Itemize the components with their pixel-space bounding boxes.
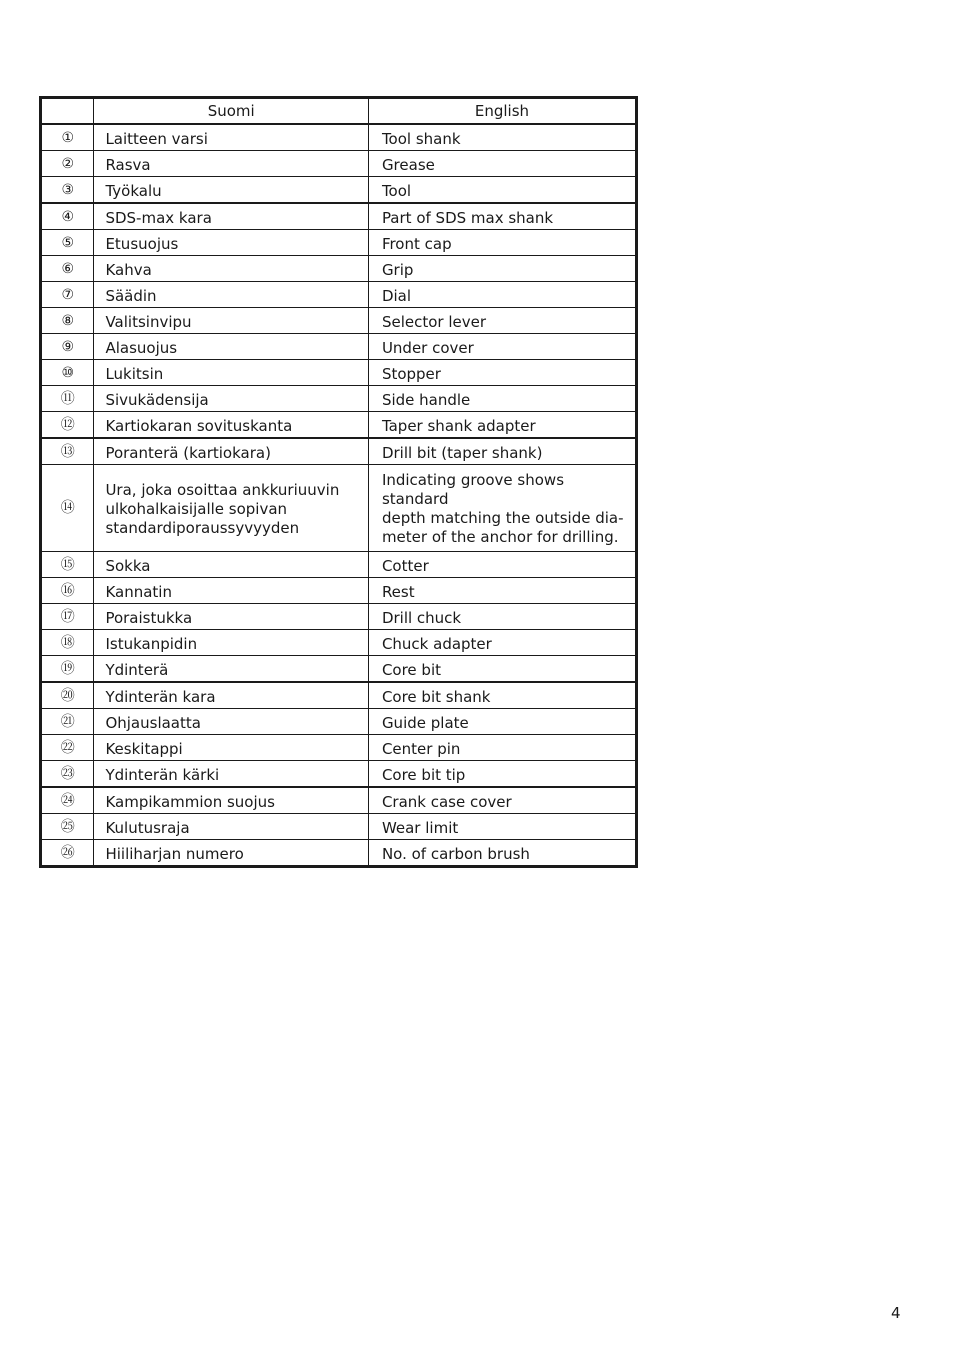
part-number: ㉖ [41,840,94,867]
part-name-english-text: Taper shank adapter [381,416,536,435]
table-row [41,151,637,177]
part-number: ㉓ [41,761,94,788]
part-name-english-text: Wear limit [381,818,459,837]
part-name-english-text: Tool shank [381,129,461,148]
part-name-english [368,630,636,656]
part-name-finnish-text: Kannatin [105,582,172,601]
part-name-english [368,124,636,151]
part-name-english [368,787,636,814]
part-name-finnish [94,840,368,867]
part-number: ⑥ [41,256,94,282]
part-name-english-text: Chuck adapter [381,634,492,653]
part-name-finnish [94,124,368,151]
part-name-english [368,151,636,177]
part-number: ② [41,151,94,177]
part-name-finnish-text: Ydinterän kara [105,687,216,706]
table-row [41,230,637,256]
part-name-english [368,308,636,334]
part-name-finnish-text: Valitsinvipu [105,312,192,331]
part-name-finnish-text: Alasuojus [105,338,178,357]
part-name-english-text: Core bit shank [381,687,491,706]
table-row [41,360,637,386]
table-row [41,438,637,465]
header-english: English [368,98,636,125]
part-name-finnish [94,552,368,578]
part-number: ㉒ [41,735,94,761]
part-name-finnish [94,604,368,630]
part-name-english-text: Grip [381,260,414,279]
part-name-english [368,682,636,709]
table-row [41,840,637,867]
part-name-finnish [94,630,368,656]
part-name-finnish [94,386,368,412]
part-name-finnish-text: Kulutusraja [105,818,190,837]
table-row [41,578,637,604]
part-number: ㉑ [41,709,94,735]
part-name-english-text: Side handle [381,390,471,409]
table-row [41,124,637,151]
part-name-english [368,203,636,230]
part-number: ⑤ [41,230,94,256]
part-name-english [368,761,636,788]
part-number: ⑬ [41,438,94,465]
part-name-english-text: Selector lever [381,312,486,331]
part-name-finnish [94,465,368,552]
part-name-english-text: Drill chuck [381,608,462,627]
table-row [41,465,637,552]
part-name-finnish [94,735,368,761]
part-name-finnish-text: Ydinterä [105,660,169,679]
part-name-finnish [94,360,368,386]
part-number: ⑩ [41,360,94,386]
header-number [41,98,94,125]
part-name-english [368,177,636,204]
part-name-english-text: Under cover [381,338,474,357]
part-name-finnish-text: Laitteen varsi [105,129,208,148]
part-number: ⑫ [41,412,94,439]
part-name-finnish-text: Istukanpidin [105,634,198,653]
part-name-finnish-text: Työkalu [105,181,162,200]
part-name-finnish [94,682,368,709]
part-name-finnish [94,282,368,308]
table-row [41,735,637,761]
part-number: ⑱ [41,630,94,656]
part-number: ⑮ [41,552,94,578]
part-number: ⑭ [41,465,94,552]
part-name-finnish [94,177,368,204]
part-name-english [368,386,636,412]
part-name-english [368,735,636,761]
part-number: ⑳ [41,682,94,709]
part-name-english-text: Crank case cover [381,792,512,811]
table-row [41,814,637,840]
table-row [41,308,637,334]
part-number: ⑨ [41,334,94,360]
part-name-finnish-text: Säädin [105,286,157,305]
table-row [41,761,637,788]
part-name-english-text: Rest [381,582,415,601]
table-row [41,787,637,814]
part-name-finnish [94,578,368,604]
part-name-english-text: Drill bit (taper shank) [381,443,543,462]
parts-table [39,96,638,868]
part-name-english [368,656,636,683]
part-name-english-text: Cotter [381,556,429,575]
part-name-finnish-text: Poraistukka [105,608,193,627]
part-name-english [368,412,636,439]
part-name-english [368,334,636,360]
part-name-finnish [94,814,368,840]
part-name-finnish [94,656,368,683]
table-row [41,386,637,412]
part-number: ⑧ [41,308,94,334]
part-name-finnish [94,230,368,256]
table-row [41,682,637,709]
table-row [41,177,637,204]
part-number: ㉕ [41,814,94,840]
part-name-finnish [94,334,368,360]
part-name-finnish [94,308,368,334]
part-name-finnish-text: Ura, joka osoittaa ankkuriuuvin ulkohalkaisijalle sopivan standardiporaussyvyyden [105,480,340,537]
part-name-finnish-text: Etusuojus [105,234,179,253]
part-name-finnish [94,203,368,230]
part-name-english-text: Part of SDS max shank [381,208,554,227]
page-number: 4 [891,1304,901,1322]
part-name-finnish [94,256,368,282]
part-name-english-text: No. of carbon brush [381,844,530,863]
part-name-english [368,438,636,465]
part-name-finnish [94,438,368,465]
part-name-english-text: Indicating groove shows standard depth matching the outside dia- meter of the anchor for drilling. [381,471,624,546]
part-number: ⑪ [41,386,94,412]
part-name-finnish-text: Hiiliharjan numero [105,844,244,863]
part-name-english [368,256,636,282]
part-name-finnish-text: Kampikammion suojus [105,792,275,811]
part-name-english-text: Core bit tip [381,765,466,784]
table-row [41,709,637,735]
part-name-finnish-text: Sivukädensija [105,390,209,409]
part-number: ⑦ [41,282,94,308]
part-name-english [368,360,636,386]
table-row [41,282,637,308]
table-row [41,334,637,360]
part-name-english [368,465,636,552]
part-name-english-text: Guide plate [381,713,469,732]
part-name-finnish-text: Ydinterän kärki [105,765,220,784]
part-name-finnish-text: Keskitappi [105,739,183,758]
part-name-finnish [94,787,368,814]
part-name-english [368,552,636,578]
part-name-finnish-text: Sokka [105,556,151,575]
part-name-english-text: Stopper [381,364,441,383]
table-body [41,124,637,867]
part-name-english [368,814,636,840]
part-number: ⑯ [41,578,94,604]
part-name-finnish-text: Kahva [105,260,152,279]
part-name-finnish [94,761,368,788]
part-name-english [368,709,636,735]
header-finnish: Suomi [94,98,368,125]
part-name-english [368,604,636,630]
part-number: ④ [41,203,94,230]
part-name-finnish-text: Poranterä (kartiokara) [105,443,271,462]
part-name-finnish-text: Lukitsin [105,364,164,383]
part-name-english [368,840,636,867]
part-name-english [368,230,636,256]
table-row [41,203,637,230]
part-name-english [368,282,636,308]
part-name-finnish [94,709,368,735]
part-number: ㉔ [41,787,94,814]
part-number: ⑰ [41,604,94,630]
part-name-finnish-text: Kartiokaran sovituskanta [105,416,293,435]
part-name-english-text: Tool [381,181,412,200]
part-name-finnish [94,412,368,439]
part-number: ③ [41,177,94,204]
part-name-finnish-text: SDS-max kara [105,208,212,227]
part-name-english-text: Core bit [381,660,441,679]
part-name-english-text: Center pin [381,739,461,758]
part-number: ⑲ [41,656,94,683]
table-row [41,630,637,656]
part-name-english-text: Dial [381,286,412,305]
part-name-english-text: Grease [381,155,435,174]
part-name-finnish [94,151,368,177]
table-row [41,412,637,439]
table-row [41,656,637,683]
table-row [41,256,637,282]
table-header-row [41,98,637,125]
part-name-finnish-text: Rasva [105,155,151,174]
part-number: ① [41,124,94,151]
part-name-english-text: Front cap [381,234,452,253]
table-row [41,552,637,578]
part-name-english [368,578,636,604]
table-row [41,604,637,630]
part-name-finnish-text: Ohjauslaatta [105,713,201,732]
